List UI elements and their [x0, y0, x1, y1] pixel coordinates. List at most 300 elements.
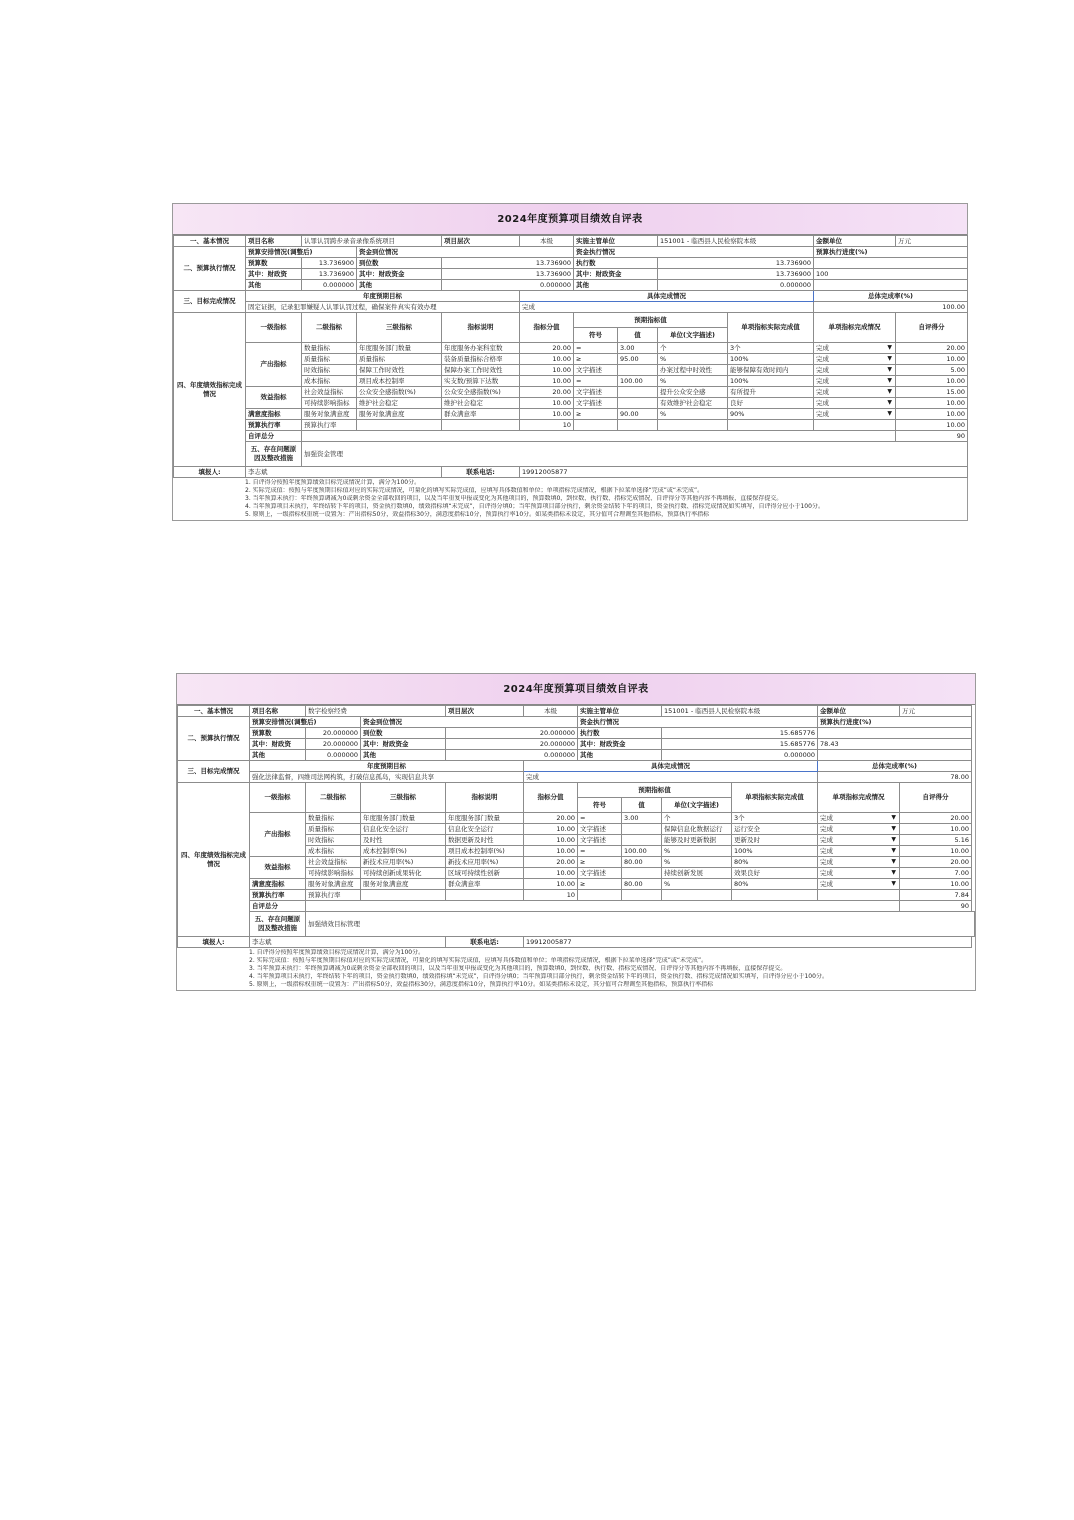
empty-cell — [814, 420, 896, 431]
completion-dropdown[interactable] — [814, 376, 896, 387]
cell: 自评总分 — [246, 431, 302, 442]
cell: 13.736900 — [302, 269, 357, 280]
cell: 数量指标 — [306, 813, 361, 824]
cell: % — [658, 376, 728, 387]
cell — [732, 890, 818, 901]
cell: 151001 - 临西县人民检察院本级 — [662, 706, 818, 717]
cell: 群众满意率 — [442, 409, 520, 420]
empty-cell — [814, 258, 968, 269]
cell: 文字描述 — [578, 824, 622, 835]
cell: = — [578, 813, 622, 824]
cell: 15.685776 — [662, 728, 818, 739]
cell: 单项指标实际完成值 — [728, 313, 814, 343]
cell: 文字描述 — [578, 835, 622, 846]
cell: 20.00 — [524, 813, 578, 824]
cell: 认罪认罚跨步录音录像系统项目 — [302, 236, 442, 247]
cell: 到位数 — [357, 258, 442, 269]
cell: 100.00 — [618, 376, 658, 387]
dropdown-arrow-icon: ▼ — [887, 355, 893, 362]
cell: 其中：财政资金 — [361, 739, 446, 750]
cell — [357, 420, 442, 431]
cell: 预算执行进度(%) — [814, 247, 968, 258]
cell: 提升公众安全感 — [658, 387, 728, 398]
cell: 保障信息化数据运行 — [662, 824, 732, 835]
cell: 0.000000 — [302, 280, 357, 291]
cell: 预算数 — [246, 258, 302, 269]
empty-cell — [814, 280, 968, 291]
cell: 20.000000 — [446, 728, 578, 739]
completion-dropdown[interactable] — [814, 398, 896, 409]
cell: 80% — [732, 879, 818, 890]
cell: 预期指标值 — [574, 313, 728, 328]
cell: 单项指标完成情况 — [818, 783, 900, 813]
cell: 保障工作时效性 — [357, 365, 442, 376]
empty-cell — [302, 431, 896, 442]
cell: 一、基本情况 — [178, 706, 250, 717]
indicator-row — [178, 813, 975, 824]
cell: 三级指标 — [361, 783, 446, 813]
cell: 执行数 — [578, 728, 662, 739]
dropdown-value: 完成 — [816, 365, 830, 374]
cell: ≥ — [578, 857, 622, 868]
cell: 金额单位 — [814, 236, 896, 247]
cell: 可持续影响指标 — [306, 868, 361, 879]
indicator-row — [174, 420, 968, 431]
cell: 13.736900 — [302, 258, 357, 269]
cell: 10.00 — [524, 835, 578, 846]
cell: = — [574, 376, 618, 387]
cell: 时效指标 — [306, 835, 361, 846]
cell: 其他 — [574, 280, 658, 291]
cell: 效果良好 — [732, 868, 818, 879]
cell: 一、基本情况 — [174, 236, 246, 247]
dropdown-arrow-icon: ▼ — [887, 344, 893, 351]
cell: 资金到位情况 — [361, 717, 578, 728]
dropdown-arrow-icon: ▼ — [891, 814, 897, 821]
indicator-row — [174, 343, 968, 354]
cell: 单位(文字描述) — [662, 798, 732, 813]
cell: 时效指标 — [302, 365, 357, 376]
cell: 预算数 — [250, 728, 306, 739]
cell: 100% — [728, 376, 814, 387]
dropdown-arrow-icon: ▼ — [891, 869, 897, 876]
cell: 产出指标 — [250, 813, 306, 857]
cell: 更新及时 — [732, 835, 818, 846]
cell: 具体完成情况 — [524, 761, 818, 772]
cell: 四、年度绩效指标完成情况 — [178, 783, 250, 937]
cell: 数量指标 — [302, 343, 357, 354]
cell: 维护社会稳定 — [442, 398, 520, 409]
cell: 良好 — [728, 398, 814, 409]
dropdown-value: 完成 — [816, 398, 830, 407]
cell: 10.00 — [900, 879, 972, 890]
cell: 及时性 — [361, 835, 446, 846]
cell: 10.00 — [900, 824, 972, 835]
cell: 10.00 — [896, 420, 968, 431]
cell: 其他 — [250, 750, 306, 761]
cell: 五、存在问题原因及整改措施 — [250, 912, 306, 937]
cell: 填报人: — [178, 937, 250, 948]
indicator-row — [178, 857, 975, 868]
cell: 预算执行率 — [246, 420, 302, 431]
cell: 10.00 — [524, 824, 578, 835]
cell: 一级指标 — [246, 313, 302, 343]
cell: 20.00 — [896, 343, 968, 354]
cell: 100.00 — [814, 302, 968, 313]
cell: % — [662, 879, 732, 890]
cell — [662, 890, 732, 901]
cell: 李志斌 — [246, 467, 442, 478]
cell: 质量指标 — [357, 354, 442, 365]
completion-dropdown[interactable] — [814, 387, 896, 398]
cell: 10.00 — [896, 376, 968, 387]
cell: 信息化安全运行 — [446, 824, 524, 835]
cell: 预算执行率 — [302, 420, 357, 431]
completion-dropdown[interactable] — [818, 846, 900, 857]
cell: 资金执行情况 — [574, 247, 814, 258]
cell: 成本控制率(%) — [361, 846, 446, 857]
cell: 持续创新发展 — [662, 868, 732, 879]
cell: 社会效益指标 — [306, 857, 361, 868]
cell: 151001 - 临西县人民检察院本级 — [658, 236, 814, 247]
cell — [442, 420, 520, 431]
self-eval-sheet — [172, 203, 968, 521]
cell: 其他 — [361, 750, 446, 761]
sheet-title: 2024年度预算项目绩效自评表 — [177, 674, 975, 705]
cell: 7.00 — [900, 868, 972, 879]
cell: 加强绩效目标管理 — [306, 912, 975, 937]
cell — [622, 824, 662, 835]
cell: 具体完成情况 — [520, 291, 814, 302]
cell: 区域可持续性创新 — [446, 868, 524, 879]
cell: 执行数 — [574, 258, 658, 269]
cell: 80% — [732, 857, 818, 868]
cell: 到位数 — [361, 728, 446, 739]
cell: = — [578, 846, 622, 857]
dropdown-value: 完成 — [820, 824, 834, 833]
cell: 0.000000 — [442, 280, 574, 291]
empty-cell — [306, 901, 900, 912]
cell: 维护社会稳定 — [357, 398, 442, 409]
cell: 产出指标 — [246, 343, 302, 387]
cell: 二级指标 — [302, 313, 357, 343]
cell: 项目成本控制率 — [357, 376, 442, 387]
note-line: 3. 当年预算未执行：年终预算调减为0或剩余资金全部收回的项目，以及当年重复申报或变化为其他项目的，预算数填0，到位数、执行数、指标完成情况、自评得分等其他内容不再填报，直接保存提交。 — [245, 495, 783, 502]
cell: 服务对象满意度 — [302, 409, 357, 420]
self-eval-sheet — [176, 673, 976, 991]
cell: ≥ — [578, 879, 622, 890]
cell: 3.00 — [618, 343, 658, 354]
dropdown-value: 完成 — [820, 846, 834, 855]
dropdown-arrow-icon: ▼ — [891, 825, 897, 832]
cell: 新技术应用率(%) — [361, 857, 446, 868]
cell: 社会效益指标 — [302, 387, 357, 398]
dropdown-arrow-icon: ▼ — [891, 880, 897, 887]
cell: 10 — [524, 890, 578, 901]
cell: 值 — [618, 328, 658, 343]
cell: 有所提升 — [728, 387, 814, 398]
cell: 10.00 — [900, 846, 972, 857]
dropdown-value: 完成 — [816, 387, 830, 396]
cell: 项目名称 — [246, 236, 302, 247]
cell: 100% — [732, 846, 818, 857]
cell: 一级指标 — [250, 783, 306, 813]
cell: 联系电话: — [446, 937, 524, 948]
cell: 符号 — [578, 798, 622, 813]
cell: 预算执行率 — [250, 890, 306, 901]
cell: 指标说明 — [442, 313, 520, 343]
cell: % — [658, 409, 728, 420]
dropdown-arrow-icon: ▼ — [891, 847, 897, 854]
cell: 年度预期目标 — [246, 291, 520, 302]
cell: 15.00 — [896, 387, 968, 398]
completion-dropdown[interactable] — [814, 365, 896, 376]
cell: 13.736900 — [658, 258, 814, 269]
cell: 10 — [520, 420, 574, 431]
cell: 13.736900 — [658, 269, 814, 280]
dropdown-value: 完成 — [820, 835, 834, 844]
cell — [446, 890, 524, 901]
cell: 3个 — [732, 813, 818, 824]
completion-dropdown[interactable] — [814, 343, 896, 354]
cell: 10.00 — [524, 846, 578, 857]
cell: 其中：财政资金 — [357, 269, 442, 280]
dropdown-value: 完成 — [820, 868, 834, 877]
cell: 10.00 — [896, 409, 968, 420]
cell: 自评得分 — [896, 313, 968, 343]
indicator-row — [178, 879, 975, 890]
dropdown-arrow-icon: ▼ — [887, 388, 893, 395]
cell: 可持续创新成果转化 — [361, 868, 446, 879]
cell: ≥ — [574, 409, 618, 420]
cell: 公众安全感指数(%) — [442, 387, 520, 398]
cell — [618, 420, 658, 431]
dropdown-arrow-icon: ▼ — [887, 377, 893, 384]
cell: 10.00 — [520, 365, 574, 376]
cell: % — [658, 354, 728, 365]
completion-dropdown[interactable] — [818, 879, 900, 890]
cell: 15.685776 — [662, 739, 818, 750]
cell: 效益指标 — [246, 387, 302, 409]
dropdown-value: 完成 — [816, 354, 830, 363]
cell: 0.000000 — [306, 750, 361, 761]
note-line: 3. 当年预算未执行：年终预算调减为0或剩余资金全部收回的项目，以及当年重复申报或变化为其他项目的，预算数填0，到位数、执行数、指标完成情况、自评得分等其他内容不再填报，直接保存提交。 — [249, 965, 787, 972]
cell: % — [662, 846, 732, 857]
cell: 联系电话: — [442, 467, 520, 478]
cell: 20.000000 — [306, 728, 361, 739]
cell: 加强资金管理 — [302, 442, 968, 467]
cell: 年度预期目标 — [250, 761, 524, 772]
sheet-title: 2024年度预算项目绩效自评表 — [173, 204, 967, 235]
note-line: 4. 当年预算项目未执行，年终结转下年的项目，资金执行数填0，绩效指标填“未完成”，自评得分填0；当年预算项目部分执行，剩余资金结转下年的项目，资金执行数、指标完成情况如实填写，自评得分应小于100分。 — [245, 503, 824, 510]
cell: 文字描述 — [574, 398, 618, 409]
cell: 年度服务办案科室数 — [442, 343, 520, 354]
cell: 可持续影响指标 — [302, 398, 357, 409]
cell: 万元 — [900, 706, 972, 717]
cell: 本级 — [524, 706, 578, 717]
cell: 服务对象满意度 — [361, 879, 446, 890]
cell: 金额单位 — [818, 706, 900, 717]
cell: 文字描述 — [578, 868, 622, 879]
dropdown-arrow-icon: ▼ — [887, 366, 893, 373]
cell: 单位(文字描述) — [658, 328, 728, 343]
cell: 二级指标 — [306, 783, 361, 813]
cell: 固定证据，记录犯罪嫌疑人认罪认罚过程，确保案件真实有效办理 — [246, 302, 520, 313]
cell: 年度服务部门数量 — [361, 813, 446, 824]
cell — [574, 420, 618, 431]
cell: 公众安全感指数(%) — [357, 387, 442, 398]
cell: 0.000000 — [662, 750, 818, 761]
cell: 三、目标完成情况 — [178, 761, 250, 783]
indicator-row — [178, 890, 975, 901]
empty-cell — [818, 890, 900, 901]
note-line: 5. 原则上，一级指标权重统一设置为：产出指标50分，效益指标30分，满意度指标10分，预算执行率10分。如某类指标未设定，其分值可合理调至其他指标，预算执行率指标 — [245, 511, 710, 518]
dropdown-arrow-icon: ▼ — [887, 399, 893, 406]
cell: 三、目标完成情况 — [174, 291, 246, 313]
cell: 20.00 — [900, 857, 972, 868]
completion-dropdown[interactable] — [818, 813, 900, 824]
cell: 值 — [622, 798, 662, 813]
cell: 李志斌 — [250, 937, 446, 948]
cell: 群众满意率 — [446, 879, 524, 890]
cell: 78.00 — [818, 772, 972, 783]
cell: 三级指标 — [357, 313, 442, 343]
cell: 5.00 — [896, 365, 968, 376]
cell: 信息化安全运行 — [361, 824, 446, 835]
cell: 其他 — [578, 750, 662, 761]
completion-dropdown[interactable] — [818, 824, 900, 835]
cell: 19912005877 — [520, 467, 968, 478]
cell — [622, 835, 662, 846]
cell — [618, 398, 658, 409]
cell: 80.00 — [622, 879, 662, 890]
note-line: 4. 当年预算项目未执行，年终结转下年的项目，资金执行数填0，绩效指标填“未完成”，自评得分填0；当年预算项目部分执行，剩余资金结转下年的项目，资金执行数、指标完成情况如实填写，自评得分应小于100分。 — [249, 973, 828, 980]
cell: 100 — [814, 269, 968, 280]
cell: 5.16 — [900, 835, 972, 846]
cell: 自评得分 — [900, 783, 972, 813]
cell: 资金执行情况 — [578, 717, 818, 728]
cell: 指标说明 — [446, 783, 524, 813]
note-line: 5. 原则上，一级指标权重统一设置为：产出指标50分，效益指标30分，满意度指标10分，预算执行率10分。如某类指标未设定，其分值可合理调至其他指标，预算执行率指标 — [249, 981, 714, 988]
cell: 3.00 — [622, 813, 662, 824]
cell: 保障办案工作时效性 — [442, 365, 520, 376]
cell: 服务对象满意度 — [306, 879, 361, 890]
note-line: 1. 自评得分按照年度预算绩效目标完成情况计算，满分为100分。 — [249, 949, 425, 956]
cell: 能够保障有效时间内 — [728, 365, 814, 376]
cell: 质量指标 — [302, 354, 357, 365]
cell: 20.00 — [900, 813, 972, 824]
cell: 10.00 — [896, 398, 968, 409]
cell: 20.00 — [524, 857, 578, 868]
cell: 五、存在问题原因及整改措施 — [246, 442, 302, 467]
cell: 个 — [662, 813, 732, 824]
cell: 预期指标值 — [578, 783, 732, 798]
dropdown-value: 完成 — [820, 857, 834, 866]
cell: 实支数/预算下达数 — [442, 376, 520, 387]
note-line: 2. 实际完成值：按照与年度预期目标值对应的实际完成情况，可量化的填写实际完成值，应填写具体数值和单位；单项指标完成情况，根据下拉菜单选择“完成”或“未完成”。 — [249, 957, 708, 964]
completion-dropdown[interactable] — [814, 409, 896, 420]
cell: 项目层次 — [446, 706, 524, 717]
cell: 成本指标 — [302, 376, 357, 387]
empty-cell — [818, 728, 972, 739]
cell: 四、年度绩效指标完成情况 — [174, 313, 246, 467]
cell: 95.00 — [618, 354, 658, 365]
cell: 指标分值 — [524, 783, 578, 813]
cell: 预算安排情况(调整后) — [250, 717, 361, 728]
completion-dropdown[interactable] — [818, 857, 900, 868]
cell: 10.00 — [520, 398, 574, 409]
cell: 总体完成率(%) — [814, 291, 968, 302]
cell: 文字描述 — [574, 387, 618, 398]
notes — [177, 948, 975, 990]
indicator-row — [174, 387, 968, 398]
notes — [173, 478, 967, 520]
cell: 质量指标 — [306, 824, 361, 835]
dropdown-value: 完成 — [816, 343, 830, 352]
cell: 项目层次 — [442, 236, 520, 247]
note-line: 1. 自评得分按照年度预算绩效目标完成情况计算，满分为100分。 — [245, 479, 421, 486]
completion-dropdown[interactable] — [818, 835, 900, 846]
cell: 数字检察经费 — [306, 706, 446, 717]
cell: 其他 — [357, 280, 442, 291]
cell: 实施主管单位 — [578, 706, 662, 717]
cell: 单项指标实际完成值 — [732, 783, 818, 813]
cell: 单项指标完成情况 — [814, 313, 896, 343]
cell: 项目名称 — [250, 706, 306, 717]
completion-dropdown[interactable] — [818, 868, 900, 879]
cell: 二、预算执行情况 — [178, 717, 250, 761]
cell: 19912005877 — [524, 937, 972, 948]
cell: 填报人: — [174, 467, 246, 478]
cell: 0.000000 — [658, 280, 814, 291]
cell: 预算安排情况(调整后) — [246, 247, 357, 258]
dropdown-value: 完成 — [820, 813, 834, 822]
cell: 满意度指标 — [246, 409, 302, 420]
cell — [658, 420, 728, 431]
cell: 实施主管单位 — [574, 236, 658, 247]
cell: 其中：财政资 — [246, 269, 302, 280]
cell: = — [574, 343, 618, 354]
cell: 10.00 — [524, 879, 578, 890]
cell: 指标分值 — [520, 313, 574, 343]
cell — [622, 868, 662, 879]
cell: 总体完成率(%) — [818, 761, 972, 772]
cell: 年度服务部门数量 — [446, 813, 524, 824]
cell: 10.00 — [520, 376, 574, 387]
cell: 其中：财政资 — [250, 739, 306, 750]
completion-dropdown[interactable] — [814, 354, 896, 365]
cell: 万元 — [896, 236, 968, 247]
cell: 办案过程中时效性 — [658, 365, 728, 376]
cell: % — [662, 857, 732, 868]
cell: 资金到位情况 — [357, 247, 574, 258]
cell: 其他 — [246, 280, 302, 291]
cell: 自评总分 — [250, 901, 306, 912]
cell: 0.000000 — [446, 750, 578, 761]
cell: 90 — [896, 431, 968, 442]
cell: 个 — [658, 343, 728, 354]
cell — [361, 890, 446, 901]
cell: 其中：财政资金 — [574, 269, 658, 280]
sheet-table — [173, 235, 968, 478]
cell: 10.00 — [520, 409, 574, 420]
cell: 预算执行率 — [306, 890, 361, 901]
cell: 10.00 — [524, 868, 578, 879]
cell: 13.736900 — [442, 269, 574, 280]
cell: 满意度指标 — [250, 879, 306, 890]
cell: 预算执行进度(%) — [818, 717, 972, 728]
cell: 10.00 — [520, 354, 574, 365]
